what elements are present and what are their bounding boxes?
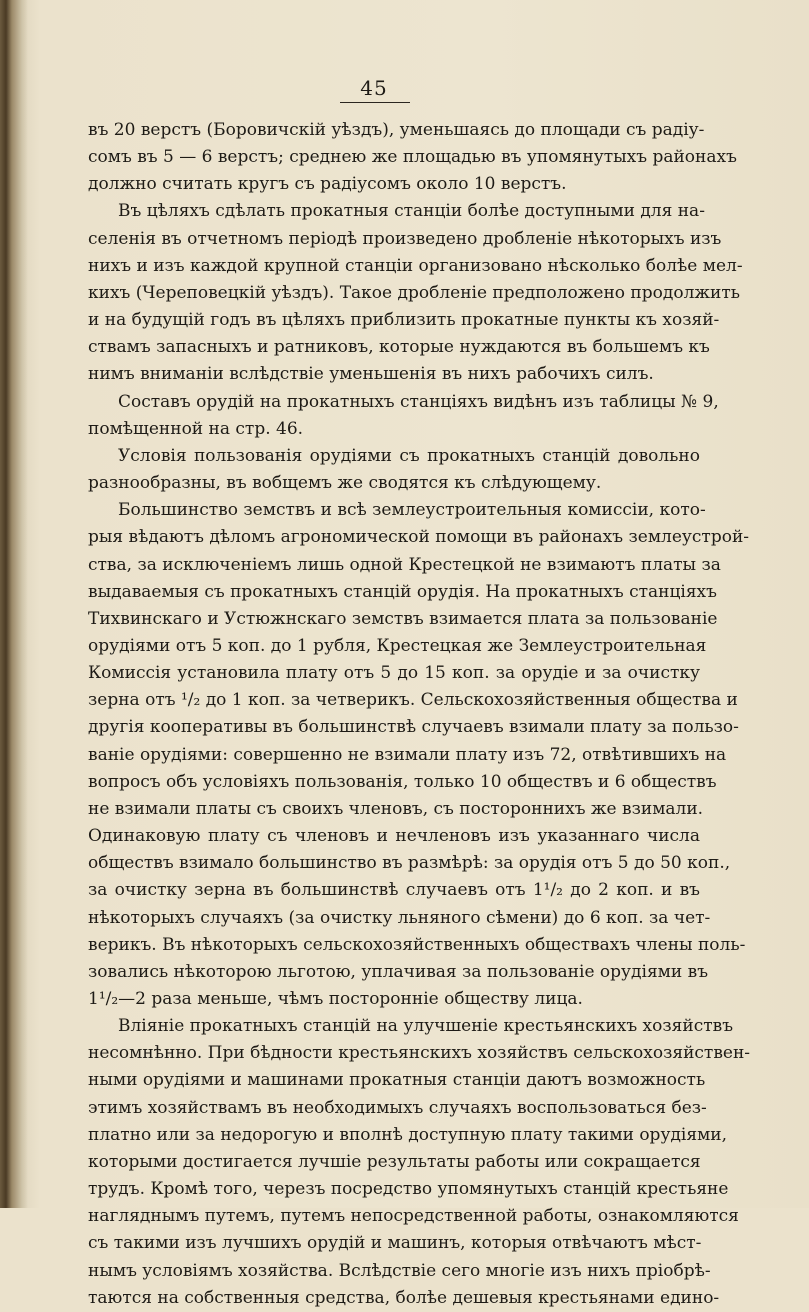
- text-line: ствамъ запасныхъ и ратниковъ, которые нуждаются въ большемъ къ: [88, 337, 710, 358]
- text-line: нѣкоторыхъ случаяхъ (за очистку льняного сѣмени) до 6 коп. за чет-: [88, 907, 711, 928]
- text-line: которыми достигается лучшіе результаты работы или сокращается: [88, 1151, 701, 1172]
- text-line: нагляднымъ путемъ, путемъ непосредственной работы, ознакомляются: [88, 1206, 739, 1227]
- text-line: ства, за исключеніемъ лишь одной Крестецкой не взимаютъ платы за: [88, 554, 721, 575]
- text-line: Большинство земствъ и всѣ землеустроительныя комиссіи, кото-: [118, 500, 706, 521]
- text-line: Составъ орудій на прокатныхъ станціяхъ видѣнъ изъ таблицы № 9,: [118, 391, 719, 412]
- text-line: не взимали платы съ своихъ членовъ, съ постороннихъ же взимали.: [88, 798, 704, 819]
- text-line: выдаваемыя съ прокатныхъ станцій орудія. На прокатныхъ станціяхъ: [88, 581, 717, 602]
- text-line: Въ цѣляхъ сдѣлать прокатныя станціи болѣе доступными для на-: [118, 201, 705, 222]
- text-line: разнообразны, въ вобщемъ же сводятся къ слѣдующему.: [88, 473, 602, 494]
- text-line: селенія въ отчетномъ періодѣ произведено дробленіе нѣкоторыхъ изъ: [88, 228, 722, 249]
- text-line: въ 20 верстъ (Боровичскій уѣздъ), уменьшаясь до площади съ радіу-: [88, 120, 705, 140]
- text-line: за очистку зерна въ большинствѣ случаевъ отъ 1¹/₂ до 2 коп. и въ: [88, 880, 700, 901]
- text-line: платно или за недорогую и вполнѣ доступную плату такими орудіями,: [88, 1124, 728, 1145]
- text-line: Условія пользованія орудіями съ прокатныхъ станцій довольно: [118, 445, 700, 466]
- text-line: зерна отъ ¹/₂ до 1 коп. за четверикъ. Сельскохозяйственныя общества и: [88, 690, 738, 711]
- text-line: зовались нѣкоторою льготою, уплачивая за пользованіе орудіями въ: [88, 961, 709, 982]
- text-line: Комиссія установила плату отъ 5 до 15 коп. за орудіе и за очистку: [88, 663, 700, 684]
- text-line: съ такими изъ лучшихъ орудій и машинъ, которыя отвѣчаютъ мѣст-: [88, 1233, 702, 1254]
- text-line: рыя вѣдаютъ дѣломъ агрономической помощи въ районахъ землеустрой-: [88, 527, 750, 548]
- text-line: трудъ. Кромѣ того, черезъ посредство упомянутыхъ станцій крестьяне: [88, 1179, 729, 1200]
- text-line: таются на собственныя средства, болѣе дешевыя крестьянами едино-: [88, 1287, 720, 1308]
- text-line: Вліяніе прокатныхъ станцій на улучшеніе крестьянскихъ хозяйствъ: [118, 1016, 734, 1037]
- text-line: нымъ условіямъ хозяйства. Вслѣдствіе сего многіе изъ нихъ пріобрѣ-: [88, 1260, 711, 1281]
- text-line: и на будущій годъ въ цѣляхъ приблизить прокатные пункты къ хозяй-: [88, 310, 720, 331]
- text-line: 1¹/₂—2 раза меньше, чѣмъ посторонніе обществу лица.: [88, 989, 583, 1009]
- text-line: вопросъ объ условіяхъ пользованія, только 10 обществъ и 6 обществъ: [88, 771, 717, 792]
- text-line: ными орудіями и машинами прокатныя станціи даютъ возможность: [88, 1070, 706, 1091]
- text-line: ваніе орудіями: совершенно не взимали плату изъ 72, отвѣтившихъ на: [88, 744, 727, 765]
- text-line: несомнѣнно. При бѣдности крестьянскихъ хозяйствъ сельскохозяйствен-: [88, 1043, 751, 1064]
- text-line: обществъ взимало большинство въ размѣрѣ: за орудія отъ 5 до 50 коп.,: [88, 853, 731, 874]
- body-text: [88, 117, 751, 1312]
- text-line: Одинаковую плату съ членовъ и нечленовъ изъ указаннаго числа: [88, 826, 700, 847]
- text-line: верикъ. Въ нѣкоторыхъ сельскохозяйственныхъ обществахъ члены поль-: [88, 934, 746, 955]
- text-line: этимъ хозяйствамъ въ необходимыхъ случаяхъ воспользоваться без-: [88, 1097, 707, 1118]
- text-line: нихъ и изъ каждой крупной станціи организовано нѣсколько болѣе мел-: [88, 255, 743, 276]
- text-line: Тихвинскаго и Устюжнскаго земствъ взимается плата за пользованіе: [88, 608, 718, 629]
- text-line: другія кооперативы въ большинствѣ случаевъ взимали плату за пользо-: [88, 717, 739, 738]
- text-line: нимъ вниманіи вслѣдствіе уменьшенія въ нихъ рабочихъ силъ.: [88, 364, 654, 385]
- page-number-rule: [340, 102, 410, 103]
- text-line: кихъ (Череповецкій уѣздъ). Такое дробленіе предположено продолжить: [88, 282, 741, 303]
- text-line: должно считать кругъ съ радіусомъ около 10 верстъ.: [88, 174, 567, 195]
- text-line: орудіями отъ 5 коп. до 1 рубля, Крестецкая же Землеустроительная: [88, 635, 707, 656]
- text-line: сомъ въ 5 — 6 верстъ; среднею же площадью въ упомянутыхъ районахъ: [88, 147, 737, 168]
- binding-spine: [0, 0, 28, 1208]
- page-number: 45: [360, 76, 388, 100]
- text-line: помѣщенной на стр. 46.: [88, 418, 304, 439]
